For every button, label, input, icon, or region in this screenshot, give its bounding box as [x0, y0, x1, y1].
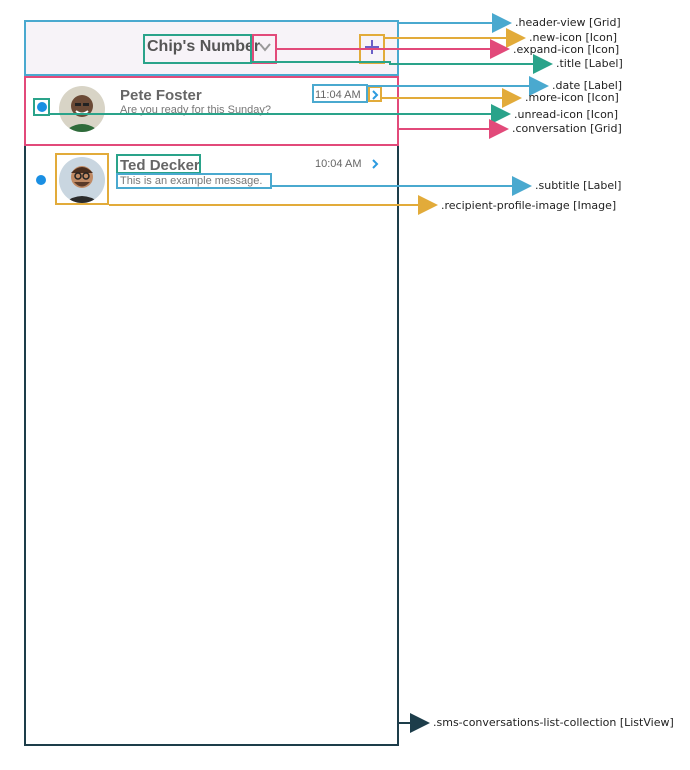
conversation-date: 10:04 AM [315, 158, 362, 170]
label-recipient-profile-image: .recipient-profile-image [Image] [441, 199, 617, 212]
label-list-collection: .sms-conversations-list-collection [ListView] [433, 716, 674, 729]
label-more-icon: .more-icon [Icon] [525, 91, 619, 104]
label-subtitle: .subtitle [Label] [535, 179, 622, 192]
conversation-subtitle: This is an example message. [120, 175, 263, 187]
conversation-name: Ted Decker [120, 157, 200, 174]
label-unread-icon: .unread-icon [Icon] [514, 108, 619, 121]
conversation-date: 11:04 AM [315, 89, 361, 101]
header-title: Chip's Number [147, 38, 261, 55]
label-expand-icon: .expand-icon [Icon] [513, 43, 620, 56]
label-date: .date [Label] [552, 79, 623, 92]
label-new-icon: .new-icon [Icon] [529, 31, 618, 44]
label-header-view: .header-view [Grid] [515, 16, 621, 29]
conversation-subtitle: Are you ready for this Sunday? [120, 104, 272, 116]
label-conversation: .conversation [Grid] [512, 122, 622, 135]
conversation-name: Pete Foster [120, 87, 202, 104]
label-title: .title [Label] [556, 57, 623, 70]
